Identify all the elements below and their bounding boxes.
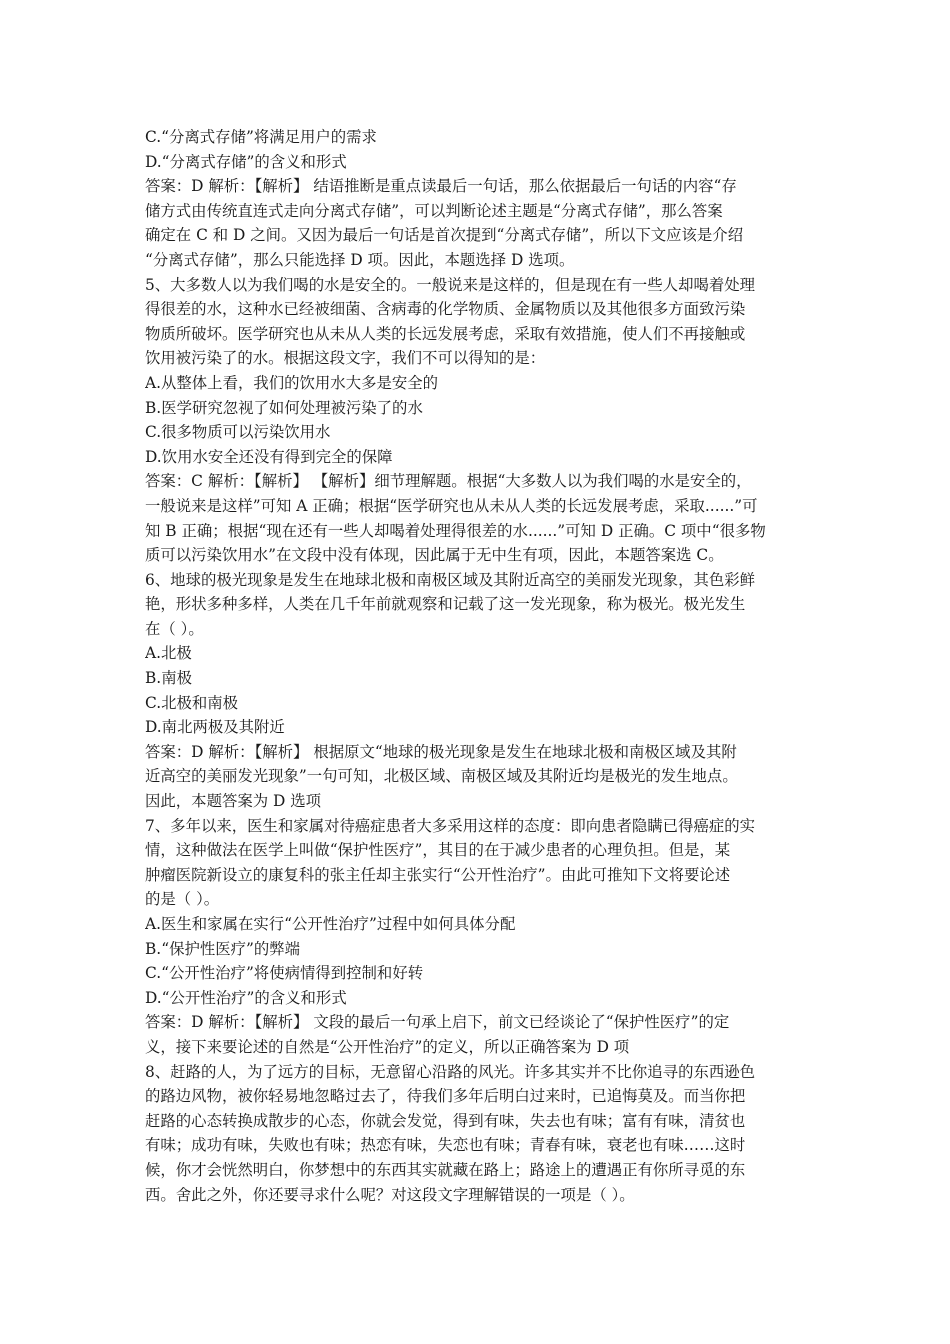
- text-line: 7、多年以来，医生和家属对待癌症患者大多采用这样的态度：即向患者隐瞒已得癌症的实: [145, 816, 756, 835]
- text-line: B.南极: [145, 669, 192, 688]
- text-line: 得很差的水，这种水已经被细菌、含病毒的化学物质、金属物质以及其他很多方面致污染: [145, 300, 746, 319]
- text-line: 有味；成功有味，失败也有味；热恋有味，失恋也有味；青春有味，衰老也有味……这时: [145, 1136, 746, 1155]
- text-line: 答案：D 解析：【解析】 结语推断是重点读最后一句话，那么依据最后一句话的内容“存: [145, 177, 737, 196]
- text-line: 在（ ）。: [145, 619, 204, 638]
- text-line: 因此，本题答案为 D 选项: [145, 792, 322, 811]
- text-line: 答案：D 解析：【解析】 文段的最后一句承上启下，前文已经谈论了“保护性医疗”的定: [145, 1013, 730, 1032]
- text-line: 5、大多数人以为我们喝的水是安全的。一般说来是这样的，但是现在有一些人却喝着处理: [145, 275, 756, 294]
- text-line: 义，接下来要论述的自然是“公开性治疗”的定义，所以正确答案为 D 项: [145, 1037, 630, 1056]
- text-line: 6、地球的极光现象是发生在地球北极和南极区域及其附近高空的美丽发光现象，其色彩鲜: [145, 570, 756, 589]
- text-line: B.医学研究忽视了如何处理被污染了的水: [145, 398, 423, 417]
- text-line: 饮用被污染了的水。根据这段文字，我们不可以得知的是：: [145, 349, 546, 368]
- text-line: C.“分离式存储”将满足用户的需求: [145, 128, 377, 146]
- text-line: 西。舍此之外，你还要寻求什么呢？对这段文字理解错误的一项是（ ）。: [145, 1185, 635, 1204]
- text-line: C.很多物质可以污染饮用水: [145, 423, 331, 442]
- text-line: 答案：D 解析：【解析】 根据原文“地球的极光现象是发生在地球北极和南极区域及其附: [145, 742, 737, 761]
- text-line: 知 B 正确；根据“现在还有一些人却喝着处理得很差的水......”可知 D 正确。C 项中“很多物: [145, 521, 766, 540]
- text-line: A.医生和家属在实行“公开性治疗”过程中如何具体分配: [145, 915, 516, 933]
- text-line: 的是（ ）。: [145, 890, 220, 909]
- text-line: A.从整体上看，我们的饮用水大多是安全的: [145, 373, 439, 392]
- text-line: D.“分离式存储”的含义和形式: [145, 152, 347, 171]
- document-body: [145, 125, 815, 1207]
- text-line: 肿瘤医院新设立的康复科的张主任却主张实行“公开性治疗”。由此可推知下文将要论述: [145, 865, 731, 884]
- text-line: 的路边风物，被你轻易地忽略过去了，待我们多年后明白过来时，已追悔莫及。而当你把: [145, 1087, 746, 1106]
- text-line: 候，你才会恍然明白，你梦想中的东西其实就藏在路上；路途上的遭遇正有你所寻觅的东: [145, 1160, 746, 1179]
- text-line: 近高空的美丽发光现象”一句可知，北极区域、南极区域及其附近均是极光的发生地点。: [145, 767, 738, 786]
- text-line: D.“公开性治疗”的含义和形式: [145, 988, 347, 1007]
- text-line: 艳，形状多种多样，人类在几千年前就观察和记载了这一发光现象，称为极光。极光发生: [145, 595, 746, 614]
- text-line: 确定在 C 和 D 之间。又因为最后一句话是首次提到“分离式存储”，所以下文应该是介绍: [145, 226, 744, 245]
- text-line: B.“保护性医疗”的弊端: [145, 939, 301, 958]
- text-line: 8、赶路的人，为了远方的目标，无意留心沿路的风光。许多其实并不比你追寻的东西逊色: [145, 1062, 756, 1081]
- text-line: C.“公开性治疗”将使病情得到控制和好转: [145, 964, 424, 983]
- text-line: 质可以污染饮用水”在文段中没有体现，因此属于无中生有项，因此，本题答案选 C。: [145, 546, 724, 565]
- text-line: C.北极和南极: [145, 693, 239, 712]
- text-line: A.北极: [145, 644, 192, 663]
- text-line: 储方式由传统直连式走向分离式存储”，可以判断论述主题是“分离式存储”，那么答案: [145, 201, 723, 220]
- text-line: D.饮用水安全还没有得到完全的保障: [145, 447, 393, 466]
- text-line: 一般说来是这样”可知 A 正确；根据“医学研究也从未从人类的长远发展考虑，采取......”可: [145, 496, 758, 515]
- text-line: “分离式存储”，那么只能选择 D 项。因此，本题选择 D 选项。: [145, 250, 575, 269]
- text-line: 物质所破坏。医学研究也从未从人类的长远发展考虑，采取有效措施，使人们不再接触或: [145, 324, 746, 343]
- text-line: D.南北两极及其附近: [145, 718, 285, 737]
- text-line: 答案：C 解析：【解析】 【解析】细节理解题。根据“大多数人以为我们喝的水是安全的，: [145, 472, 752, 491]
- text-line: 赶路的心态转换成散步的心态，你就会发觉，得到有味，失去也有味；富有有味，清贫也: [145, 1111, 746, 1130]
- text-line: 情，这种做法在医学上叫做“保护性医疗”，其目的在于减少患者的心理负担。但是，某: [145, 841, 731, 860]
